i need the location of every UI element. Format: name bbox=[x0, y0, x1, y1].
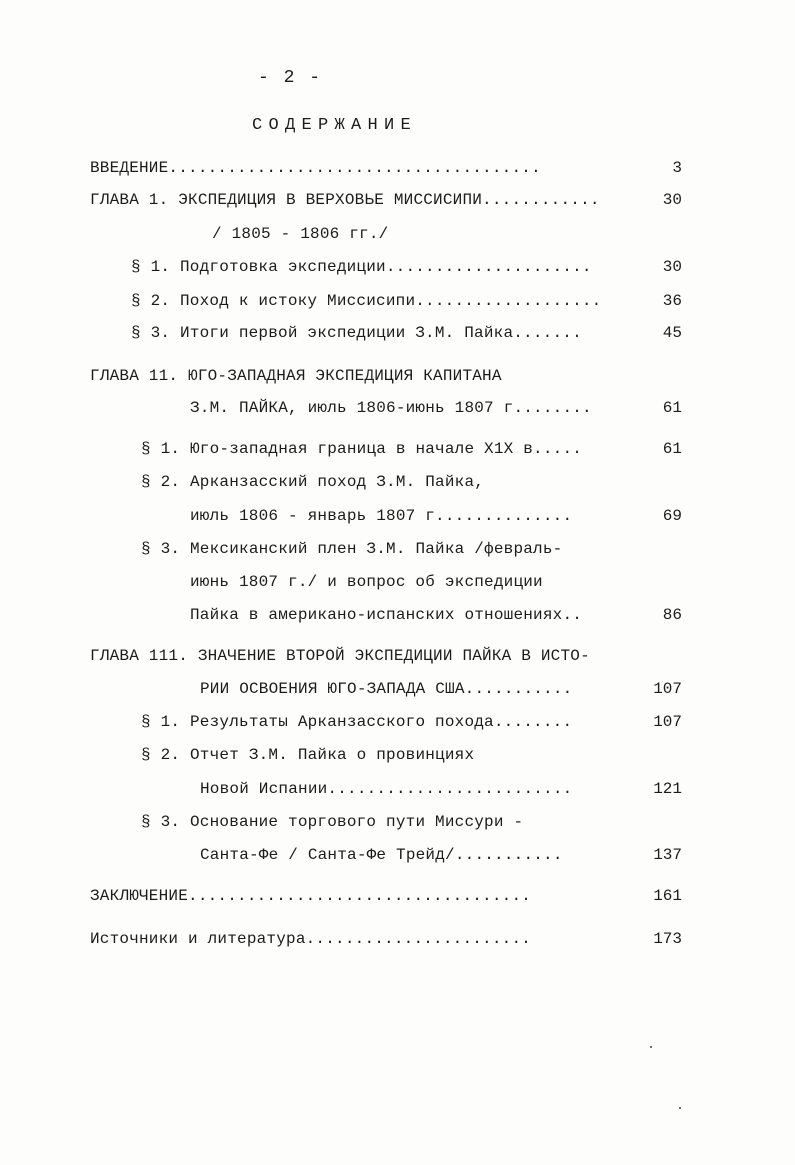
toc-line-ch1-sec1: § 1. Подготовка экспедиции..................... bbox=[131, 258, 592, 276]
toc-line-ch2-sec1: § 1. Юго-западная граница в начале Х1Х в..... bbox=[141, 440, 583, 458]
toc-page-ch2-sec1: 61 bbox=[662, 440, 682, 458]
toc-page-chapter-2: 61 bbox=[662, 399, 682, 417]
toc-line-ch3-sec1: § 1. Результаты Арканзасского похода........ bbox=[141, 713, 573, 731]
toc-page-introduction: 3 bbox=[672, 159, 682, 177]
toc-line-ch3-sec3-cont: Санта-Фе / Санта-Фе Трейд/........... bbox=[200, 846, 563, 864]
toc-page-ch2-sec2: 69 bbox=[662, 507, 682, 525]
toc-line-chapter-1-cont: / 1805 - 1806 гг./ bbox=[212, 225, 389, 243]
toc-page-ch1-sec3: 45 bbox=[662, 324, 682, 342]
toc-page-ch3-sec3: 137 bbox=[653, 846, 682, 864]
toc-line-ch3-sec2: § 2. Отчет З.М. Пайка о провинциях bbox=[141, 746, 475, 764]
toc-line-sources: Источники и литература....................... bbox=[90, 930, 532, 948]
toc-line-chapter-2-cont: З.М. ПАЙКА, июль 1806-июнь 1807 г........ bbox=[190, 399, 592, 417]
toc-line-ch3-sec2-cont: Новой Испании......................... bbox=[200, 780, 573, 798]
toc-line-introduction: ВВЕДЕНИЕ...................................... bbox=[90, 159, 541, 177]
toc-page-ch1-sec2: 36 bbox=[662, 292, 682, 310]
toc-page-sources: 173 bbox=[653, 930, 682, 948]
toc-page-ch1-sec1: 30 bbox=[662, 258, 682, 276]
toc-line-chapter-1: ГЛАВА 1. ЭКСПЕДИЦИЯ В ВЕРХОВЬЕ МИССИСИПИ............ bbox=[90, 191, 600, 209]
toc-line-ch1-sec2: § 2. Поход к истоку Миссисипи................... bbox=[131, 292, 602, 310]
toc-line-ch3-sec3: § 3. Основание торгового пути Миссури - bbox=[141, 813, 524, 831]
toc-page-ch2-sec3: 86 bbox=[662, 606, 682, 624]
toc-line-chapter-3-cont: РИИ ОСВОЕНИЯ ЮГО-ЗАПАДА США........... bbox=[200, 680, 573, 698]
toc-line-ch2-sec3-cont1: июнь 1807 г./ и вопрос об экспедиции bbox=[190, 573, 543, 591]
toc-page-chapter-3: 107 bbox=[653, 680, 682, 698]
toc-page-conclusion: 161 bbox=[653, 887, 682, 905]
toc-line-ch2-sec3: § 3. Мексиканский плен З.М. Пайка /февраль- bbox=[141, 540, 563, 558]
scan-speck bbox=[650, 1046, 652, 1048]
toc-line-ch1-sec3: § 3. Итоги первой экспедиции З.М. Пайка....... bbox=[131, 324, 582, 342]
toc-line-ch2-sec2-cont: июль 1806 - январь 1807 г.............. bbox=[190, 507, 573, 525]
toc-page-ch3-sec2: 121 bbox=[653, 780, 682, 798]
toc-page-chapter-1: 30 bbox=[662, 191, 682, 209]
scan-speck bbox=[679, 1107, 681, 1109]
toc-page-ch3-sec1: 107 bbox=[653, 713, 682, 731]
toc-line-chapter-2: ГЛАВА 11. ЮГО-ЗАПАДНАЯ ЭКСПЕДИЦИЯ КАПИТАНА bbox=[90, 367, 502, 385]
toc-line-conclusion: ЗАКЛЮЧЕНИЕ................................... bbox=[90, 887, 532, 905]
toc-line-chapter-3: ГЛАВА 111. ЗНАЧЕНИЕ ВТОРОЙ ЭКСПЕДИЦИИ ПАЙКА В ИСТО- bbox=[90, 647, 590, 665]
page-number: - 2 - bbox=[258, 68, 323, 88]
page-title: СОДЕРЖАНИЕ bbox=[252, 116, 418, 135]
toc-line-ch2-sec3-cont2: Пайка в американо-испанских отношениях.. bbox=[190, 606, 583, 624]
toc-line-ch2-sec2: § 2. Арканзасский поход З.М. Пайка, bbox=[141, 473, 485, 491]
